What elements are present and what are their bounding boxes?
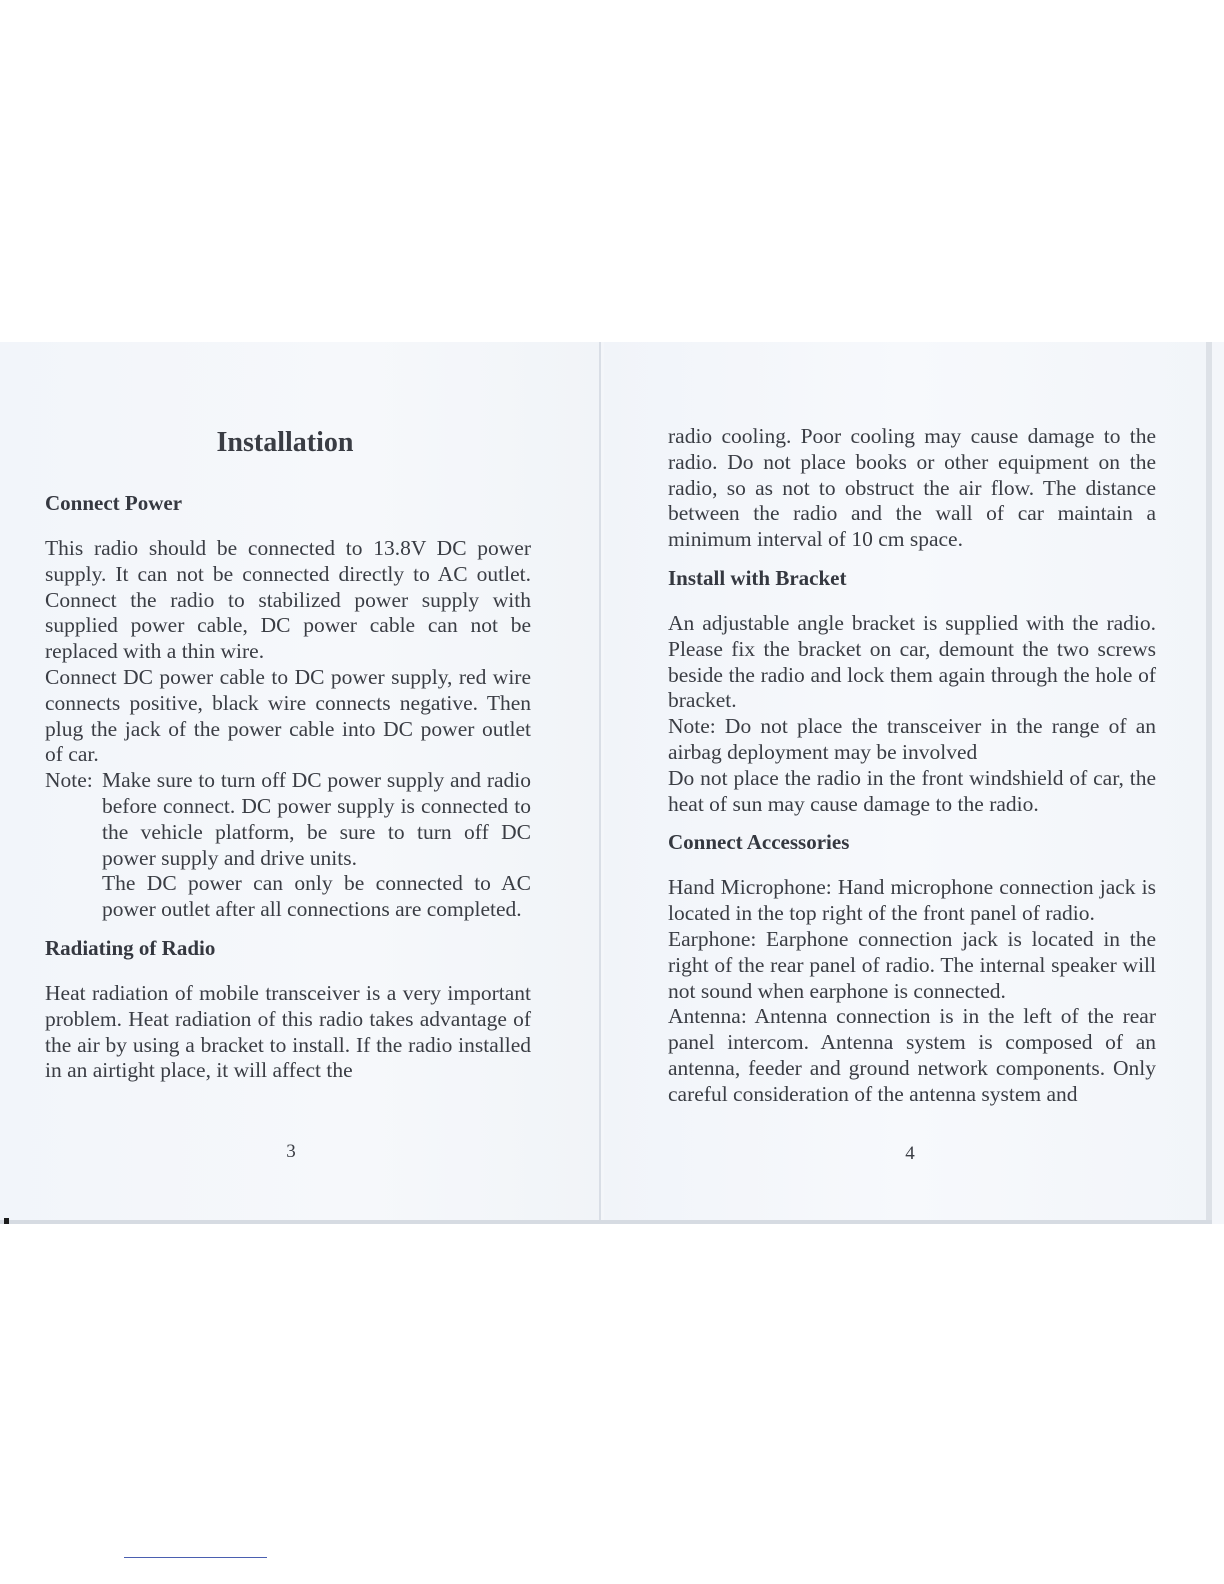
paragraph-connect-power-1: This radio should be connected to 13.8V DC power supply. It can not be connected directly to AC outlet. Connect the radio to stabilized power supply with supplied power cable, DC power cable can not be replaced with a thin wire. — [45, 536, 531, 664]
section-heading-bracket: Install with Bracket — [668, 565, 847, 590]
paragraph-bracket-1: An adjustable angle bracket is supplied with the radio. Please fix the bracket on car, demount the two screws beside the radio and lock them again through the hole of bracket. — [668, 610, 1156, 713]
paragraph-accessories-1: Hand Microphone: Hand microphone connection jack is located in the top right of the front panel of radio. — [668, 875, 1156, 926]
section-heading-radiating: Radiating of Radio — [45, 935, 216, 960]
page-number-right: 4 — [905, 1143, 915, 1164]
right-page-content — [668, 424, 1156, 1108]
footer-rule — [124, 1557, 267, 1558]
page-title: Installation — [216, 427, 354, 458]
section-heading-accessories: Connect Accessories — [668, 830, 850, 855]
paragraph-accessories-3: Antenna: Antenna connection is in the left of the rear panel intercom. Antenna system is composed of an antenna, feeder and ground network components. Only careful consideration of the antenna system and — [668, 1004, 1156, 1106]
left-page-content — [45, 424, 531, 1084]
paragraph-accessories-2: Earphone: Earphone connection jack is located in the right of the rear panel of radio. The internal speaker will not sound when earphone is connected. — [668, 926, 1156, 1003]
right-page-edge — [1206, 342, 1212, 1222]
paragraph-bracket-3: Do not place the radio in the front windshield of car, the heat of sun may cause damage to the radio. — [668, 765, 1156, 816]
note-block — [45, 768, 531, 923]
note-label: Note: — [45, 768, 93, 793]
bottom-shadow — [0, 1220, 1212, 1224]
page-number-left: 3 — [286, 1141, 296, 1162]
paragraph-connect-power-2: Connect DC power cable to DC power supply, red wire connects positive, black wire connects negative. Then plug the jack of the power cable into DC power outlet of car. — [45, 664, 531, 767]
paragraph-bracket-2: Note: Do not place the transceiver in the range of an airbag deployment may be involved — [668, 714, 1156, 764]
paragraph-radiating-1: Heat radiation of mobile transceiver is a very important problem. Heat radiation of this radio takes advantage of the air by using a bracket to install. If the radio installed in an airtight place, it will affect the — [45, 980, 531, 1083]
section-heading-connect-power: Connect Power — [45, 491, 183, 515]
note-text-1: Make sure to turn off DC power supply and radio before connect. DC power supply is connected to the vehicle platform, be sure to turn off DC power supply and drive units. — [102, 768, 531, 870]
scan-corner-mark — [4, 1218, 9, 1224]
paragraph-continuation: radio cooling. Poor cooling may cause damage to the radio. Do not place books or other equipment on the radio, so as not to obstruct the air flow. The distance between the radio and the wall of car maintain a minimum interval of 10 cm space. — [668, 424, 1156, 552]
gutter-line — [599, 342, 601, 1222]
note-text-2: The DC power can only be connected to AC power outlet after all connections are completed. — [102, 871, 531, 922]
